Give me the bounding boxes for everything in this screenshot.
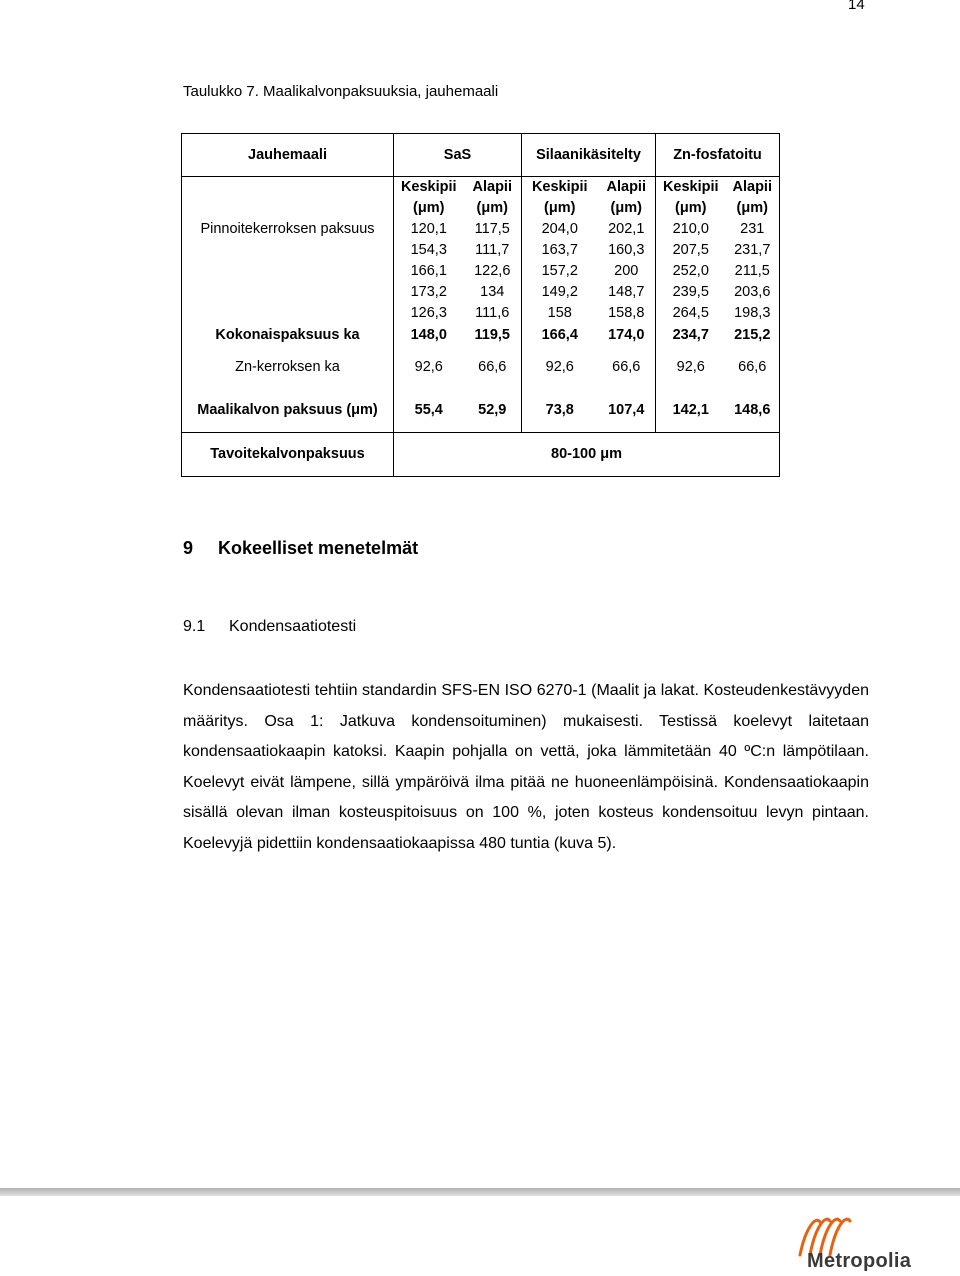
cell: 204,0 [541, 221, 578, 237]
logo-text: Metropolia [807, 1250, 912, 1272]
col-header: Keskipii (μm) [656, 177, 726, 220]
cell: 117,5 [464, 219, 522, 240]
col-header: Alapii (μm) [726, 177, 780, 220]
col-header: Keskipii (μm) [522, 177, 598, 220]
header-group-sas: SaS [394, 134, 522, 177]
paint-thickness-table [181, 133, 780, 477]
paint-film-row [182, 389, 780, 433]
zn-layer-row [182, 346, 780, 389]
target-value: 80-100 μm [394, 433, 780, 477]
body-paragraph: Kondensaatiotesti tehtiin standardin SFS-EN ISO 6270-1 (Maalit ja lakat. Kosteudenkestävyyden määritys. Osa 1: Jatkuva kondensoituminen) mukaisesti. Testissä koelevyt laitetaan kondensaatiokaapin katoksi. Kaapin pohjalla on vettä, joka lämmitetään 40 ºC:n lämpötilaan. Koelevyt eivät lämpene, sillä ympäröivä ilma pitää ne huoneenlämpöisinä. Kondensaatiokaapin sisällä olevan ilman kosteuspitoisuus on 100 %, joten kosteus kondensoituu levyn pintaan. Koelevyjä pidettiin kondensaatiokaapissa 480 tuntia (kuva 5). [183, 682, 869, 852]
cell: 234,7 [672, 326, 709, 343]
cell: 148,6 [726, 389, 780, 433]
footer-bar [0, 1188, 960, 1196]
cell: 157,2 [541, 263, 578, 279]
cell: 120,1 [410, 221, 447, 237]
cell: 239,5 [672, 284, 709, 300]
cell: 174,0 [598, 324, 656, 346]
cell: 166,1 [410, 263, 447, 279]
cell: 52,9 [464, 389, 522, 433]
cell: 158 [547, 305, 572, 321]
cell: 111,6 [464, 303, 522, 324]
cell: 210,0 [672, 221, 709, 237]
page-number: 14 [848, 0, 865, 13]
table-row [182, 282, 780, 303]
header-empty [182, 177, 394, 220]
cell: 134 [464, 282, 522, 303]
cell: 55,4 [414, 402, 443, 418]
cell: 173,2 [410, 284, 447, 300]
cell: 66,6 [598, 346, 656, 389]
row-label: Pinnoitekerroksen paksuus [182, 219, 394, 240]
table-row [182, 240, 780, 261]
cell: 252,0 [672, 263, 709, 279]
col-header: Alapii (μm) [464, 177, 522, 220]
header-group-znfosfatoitu: Zn-fosfatoitu [656, 134, 780, 177]
column-header-row [182, 177, 780, 220]
total-label: Kokonaispaksuus ka [182, 324, 394, 346]
header-group-silaani: Silaanikäsitelty [522, 134, 656, 177]
cell: 166,4 [541, 326, 578, 343]
group-header-row [182, 134, 780, 177]
table-caption: Taulukko 7. Maalikalvonpaksuuksia, jauhemaali [183, 83, 499, 100]
cell: 92,6 [414, 359, 443, 375]
cell: 119,5 [464, 324, 522, 346]
cell: 200 [598, 261, 656, 282]
cell: 163,7 [541, 242, 578, 258]
cell: 73,8 [545, 402, 574, 418]
cell: 92,6 [545, 359, 574, 375]
cell: 66,6 [464, 346, 522, 389]
cell: 203,6 [726, 282, 780, 303]
cell: 148,0 [410, 326, 447, 343]
cell: 111,7 [464, 240, 522, 261]
cell: 154,3 [410, 242, 447, 258]
cell: 202,1 [598, 219, 656, 240]
header-jauhemaali: Jauhemaali [182, 134, 394, 177]
cell: 160,3 [598, 240, 656, 261]
cell: 231 [726, 219, 780, 240]
total-row [182, 324, 780, 346]
cell: 211,5 [726, 261, 780, 282]
subsection-heading: 9.1 Kondensaatiotesti [183, 618, 357, 635]
col-header: Keskipii (μm) [394, 177, 464, 220]
cell: 142,1 [672, 402, 709, 418]
cell: 107,4 [598, 389, 656, 433]
cell: 149,2 [541, 284, 578, 300]
cell: 264,5 [672, 305, 709, 321]
cell: 231,7 [726, 240, 780, 261]
cell: 126,3 [410, 305, 447, 321]
target-row [182, 433, 780, 477]
table-row [182, 303, 780, 324]
cell: 148,7 [598, 282, 656, 303]
target-label: Tavoitekalvonpaksuus [182, 433, 394, 477]
paint-film-label: Maalikalvon paksuus (μm) [182, 389, 394, 433]
cell: 92,6 [676, 359, 705, 375]
cell: 207,5 [672, 242, 709, 258]
cell: 122,6 [464, 261, 522, 282]
cell: 158,8 [598, 303, 656, 324]
table-row [182, 261, 780, 282]
section-heading: 9 Kokeelliset menetelmät [183, 538, 419, 558]
table-row [182, 219, 780, 240]
zn-layer-label: Zn-kerroksen ka [182, 346, 394, 389]
cell: 66,6 [726, 346, 780, 389]
cell: 215,2 [726, 324, 780, 346]
col-header: Alapii (μm) [598, 177, 656, 220]
cell: 198,3 [726, 303, 780, 324]
